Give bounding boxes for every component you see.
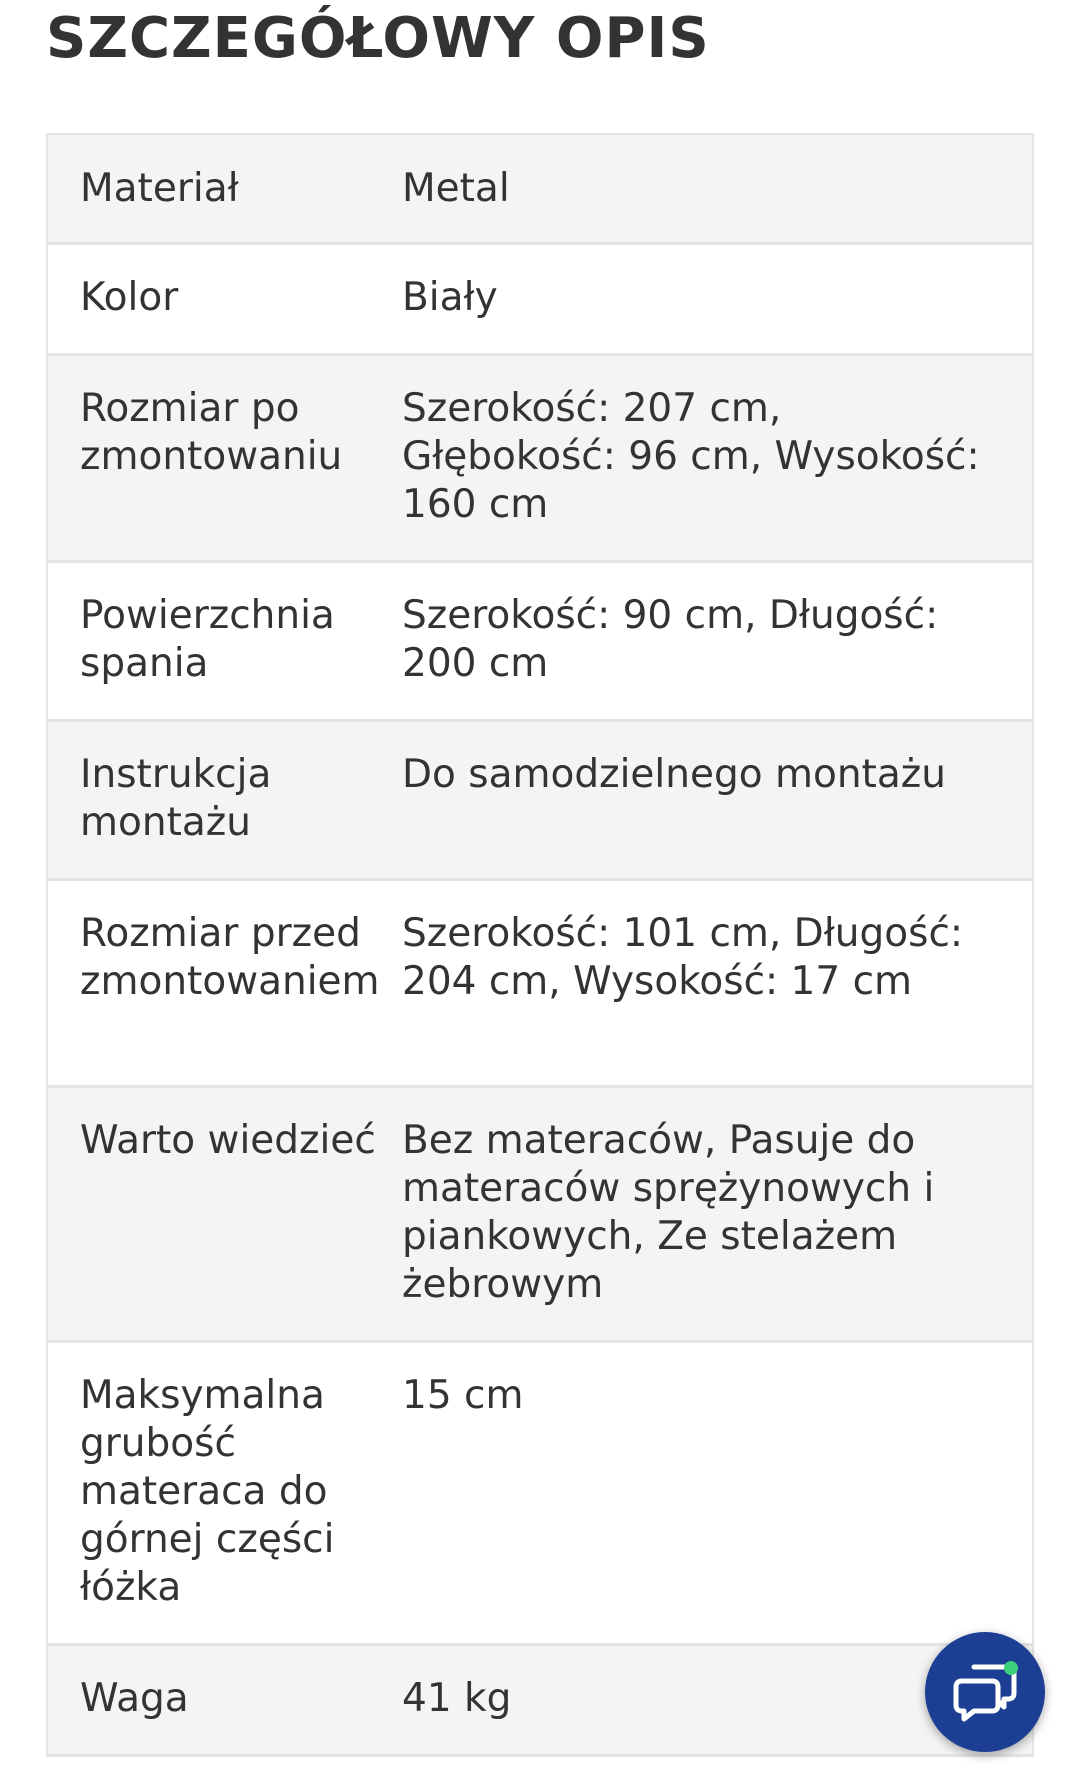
page-title: SZCZEGÓŁOWY OPIS (46, 6, 710, 71)
spec-value: 41 kg (402, 1676, 512, 1721)
spec-label: Maksymalna grubość materaca do górnej części łóżka (80, 1373, 335, 1610)
chat-bubbles-icon (950, 1661, 1020, 1723)
chat-button[interactable] (925, 1632, 1045, 1752)
table-row (48, 356, 1032, 563)
table-row (48, 135, 1032, 245)
table-row (48, 881, 1032, 1088)
table-row (48, 563, 1032, 722)
table-row (48, 1088, 1032, 1343)
status-dot (1004, 1661, 1018, 1675)
spec-value: Bez materaców, Pasuje do materaców sprężynowych i piankowych, Ze stelażem żebrowym (402, 1118, 935, 1307)
table-row (48, 1646, 1032, 1757)
spec-value: Szerokość: 207 cm, Głębokość: 96 cm, Wysokość: 160 cm (402, 386, 980, 527)
spec-value: Biały (402, 275, 498, 320)
spec-label: Instrukcja montażu (80, 752, 272, 845)
spec-label: Materiał (80, 166, 239, 211)
spec-label: Rozmiar przed zmontowaniem (80, 911, 380, 1004)
spec-label: Powierzchnia spania (80, 593, 335, 686)
spec-value: Szerokość: 101 cm, Długość: 204 cm, Wysokość: 17 cm (402, 911, 964, 1004)
spec-label: Warto wiedzieć (80, 1118, 376, 1163)
spec-value: Do samodzielnego montażu (402, 752, 946, 797)
spec-label: Kolor (80, 275, 179, 320)
spec-value: 15 cm (402, 1373, 524, 1418)
spec-table (46, 133, 1034, 1757)
table-row (48, 1343, 1032, 1646)
spec-value: Metal (402, 166, 510, 211)
table-row (48, 245, 1032, 356)
spec-value: Szerokość: 90 cm, Długość: 200 cm (402, 593, 939, 686)
spec-label: Rozmiar po zmontowaniu (80, 386, 343, 479)
table-row (48, 722, 1032, 881)
spec-label: Waga (80, 1676, 189, 1721)
